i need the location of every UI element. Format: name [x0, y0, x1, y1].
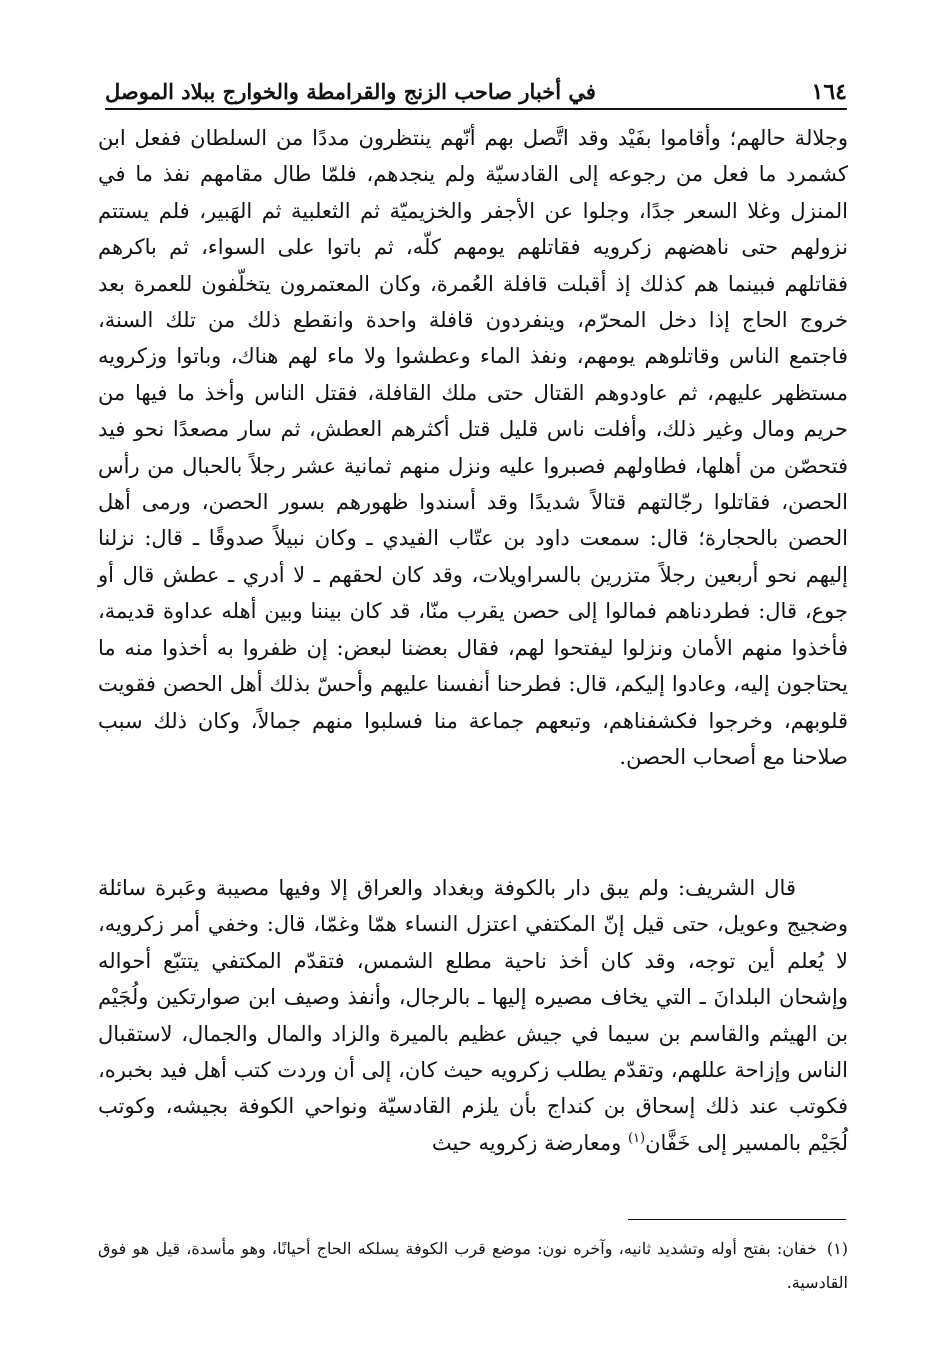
- paragraph-2-tail: ومعارضة زكرويه حيث: [431, 1130, 628, 1155]
- footnote-marker: (١): [826, 1239, 848, 1258]
- paragraph-2-text: قال الشريف: ولم يبق دار بالكوفة وبغداد والعراق إلا وفيها مصيبة وعَبرة سائلة وضجيج وعويل، حتى قيل إنّ المكتفي اعتزل النساء همّا وغمّا، قال: وخفي أمر زكرويه، لا يُعلم أين توجه، وقد كان أخذ ناحية مطلع الشمس، فتقدّم المكتفي يتتبّع أحواله وإشحان البلدانَ ـ التي يخاف مصيره إليها ـ بالرجال، وأنفذ وصيف ابن صوارتكين ولُجَيْم بن الهيثم والقاسم بن سيما في جيش عظيم بالميرة والزاد والمال والجمال، لاستقبال الناس وإزاحة عللهم، وتقدّم يطلب زكرويه حيث كان، إلى أن وردت كتب أهل فيد بخبره، فكوتب عند ذلك إسحاق بن كنداج بأن يلزم القادسيّة ونواحي الكوفة بجيشه، وكوتب لُجَيْم بالمسير إلى خَفَّان: [98, 876, 848, 1155]
- body-paragraph-1: وجلالة حالهم؛ وأقاموا بفَيْد وقد اتَّصل بهم أنّهم ينتظرون مددًا من السلطان ففعل ابن كشمرد ما فعل من رجوعه إلى القادسيّة ولم ينجدهم، فلمّا طال مقامهم نفذ ما في المنزل وغلا السعر جدًا، وجلوا عن الأجفر والخزيميّة ثم الثعلبية ثم الهَبير، فلم يستتم نزولهم حتى ناهضهم زكرويه فقاتلهم يومهم كلّه، ثم باتوا على السواء، ثم باكرهم فقاتلهم فبينما هم كذلك إذ أقبلت قافلة العُمرة، وكان المعتمرون يتخلّفون للعمرة بعد خروج الحاج إذا دخل المحرّم، وينفردون قافلة واحدة وانقطع ذلك من تلك السنة، فاجتمع الناس وقاتلوهم يومهم، ونفذ الماء وعطشوا ولا ماء لهم هناك، وباتوا وزكرويه مستظهر عليهم، ثم عاودوهم القتال حتى ملك القافلة، فقتل الناس وأخذ ما فيها من حريم ومال وغير ذلك، وأفلت ناس قليل قتل أكثرهم العطش، ثم سار مصعدًا نحو فيد فتحصّن من أهلها، فطاولهم فصبروا عليه ونزل منهم ثمانية عشر رجلاً بالحبال من رأس الحصن، فقاتلوا رجّالتهم قتالاً شديدًا وقد أسندوا ظهورهم بسور الحصن، ورمى أهل الحصن بالحجارة؛ قال: سمعت داود بن عتّاب الفيدي ـ وكان نبيلاً صدوقًا ـ قال: نزلنا إليهم نحو أربعين رجلاً متزرين بالسراويلات، وقد كان لحقهم ـ لا أدري ـ عطش قال أو جوع، قال: فطردناهم فمالوا إلى حصن يقرب منّا، قد كان بيننا وبين أهله عداوة قديمة، فأخذوا منهم الأمان ونزلوا ليفتحوا لهم، فقال بعضنا لبعض: إن ظفروا به أخذوا منه ما يحتاجون إليه، وعادوا إليكم، قال: فطرحنا أنفسنا عليهم وأحسّ بذلك أهل الحصن فقويت قلوبهم، وخرجوا فكشفناهم، وتبعهم جماعة منا فسلبوا منهم جمالاً، وكان ذلك سبب صلاحنا مع أصحاب الحصن.: [98, 126, 848, 769]
- footnote-text: خفان: بفتح أوله وتشديد ثانيه، وآخره نون: موضع قرب الكوفة يسلكه الحاج أحيانًا، وهو مأسدة، قيل هو فوق القادسية.: [98, 1239, 848, 1292]
- running-title: في أخبار صاحب الزنج والقرامطة والخوارج ببلاد الموصل: [105, 79, 596, 104]
- page-number: ١٦٤: [811, 79, 847, 105]
- footnote: [98, 1232, 848, 1300]
- footnote-reference: (١): [627, 1130, 646, 1146]
- header-rule: [105, 108, 847, 110]
- running-header: [105, 66, 847, 106]
- footnote-rule: [628, 1219, 846, 1220]
- body-paragraph-2: [98, 870, 848, 1161]
